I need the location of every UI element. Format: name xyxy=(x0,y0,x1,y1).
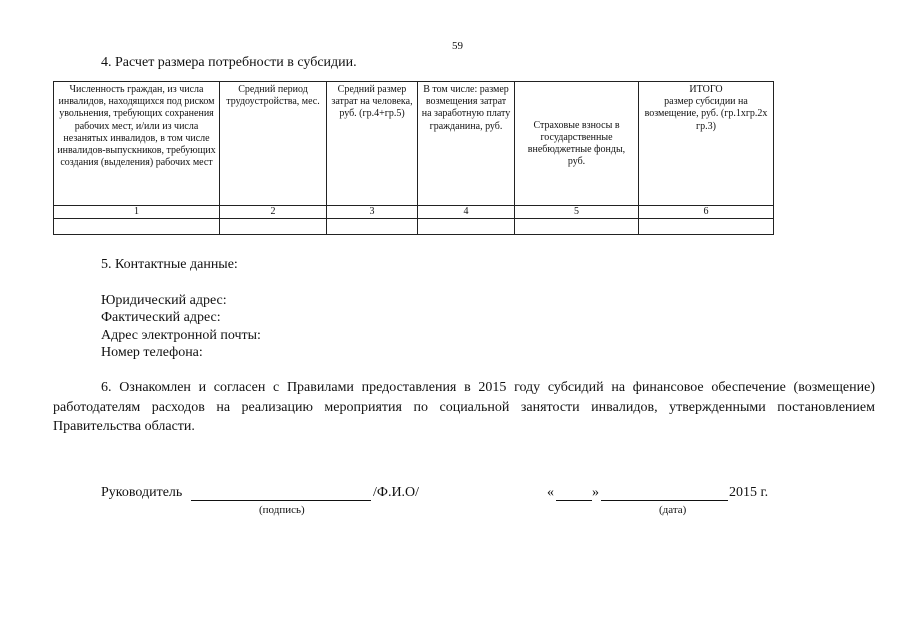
date-month-line xyxy=(601,485,728,501)
actual-address-label: Фактический адрес: xyxy=(101,310,221,325)
date-open-quote: « xyxy=(547,485,554,500)
table-cell xyxy=(54,219,220,235)
legal-address-label: Юридический адрес: xyxy=(101,293,227,308)
header-citizens-count: Численность граждан, из числа инвалидов, находящихся под риском увольнения, требующих сохранения рабочих мест, и/или из числа незанятых инвалидов, в том числе инвалидов-выпускников, требующих создания (выделения) рабочих мест xyxy=(54,82,220,206)
date-close-quote: » xyxy=(592,485,599,500)
table-cell xyxy=(639,219,774,235)
table-row-blank xyxy=(54,219,774,235)
table-cell xyxy=(327,219,418,235)
date-day-line xyxy=(556,485,592,501)
table-row-column-numbers xyxy=(54,206,774,219)
table-cell xyxy=(515,219,639,235)
column-number-5: 5 xyxy=(515,206,639,219)
header-total-title: ИТОГО xyxy=(689,84,723,95)
header-insurance-contributions: Страховые взносы в государственные внебюджетные фонды, руб. xyxy=(515,82,639,206)
subsidy-table xyxy=(53,81,774,235)
date-caption: (дата) xyxy=(659,504,687,516)
email-label: Адрес электронной почты: xyxy=(101,328,261,343)
agreement-paragraph xyxy=(53,378,875,437)
date-year: 2015 г. xyxy=(729,485,769,500)
column-number-1: 1 xyxy=(54,206,220,219)
signature-line xyxy=(191,485,371,501)
table-header-row xyxy=(54,82,774,206)
column-number-2: 2 xyxy=(220,206,327,219)
phone-label: Номер телефона: xyxy=(101,345,203,360)
page-number: 59 xyxy=(452,40,463,52)
header-average-cost: Средний размер затрат на человека, руб. (гр.4+гр.5) xyxy=(327,82,418,206)
header-employment-period: Средний период трудоустройства, мес. xyxy=(220,82,327,206)
signature-caption: (подпись) xyxy=(259,504,305,516)
column-number-3: 3 xyxy=(327,206,418,219)
table-cell xyxy=(220,219,327,235)
section-4-title: 4. Расчет размера потребности в субсидии. xyxy=(101,55,357,70)
header-total-subsidy xyxy=(639,82,774,206)
header-salary-reimbursement: В том числе: размер возмещения затрат на заработную плату гражданина, руб. xyxy=(418,82,515,206)
agreement-text: 6. Ознакомлен и согласен с Правилами предоставления в 2015 году субсидий на финансовое обеспечение (возмещение) работодателям расходов на реализацию мероприятия по социальной занятости инвалидов, утвержденными постановлением Правительства области. xyxy=(53,380,875,434)
column-number-4: 4 xyxy=(418,206,515,219)
header-total-text: размер субсидии на возмещение, руб. (гр.1хгр.2х гр.3) xyxy=(644,96,768,132)
table-cell xyxy=(418,219,515,235)
column-number-6: 6 xyxy=(639,206,774,219)
signer-role: Руководитель xyxy=(101,485,183,500)
section-5-title: 5. Контактные данные: xyxy=(101,257,238,272)
fio-label: /Ф.И.О/ xyxy=(373,485,420,500)
